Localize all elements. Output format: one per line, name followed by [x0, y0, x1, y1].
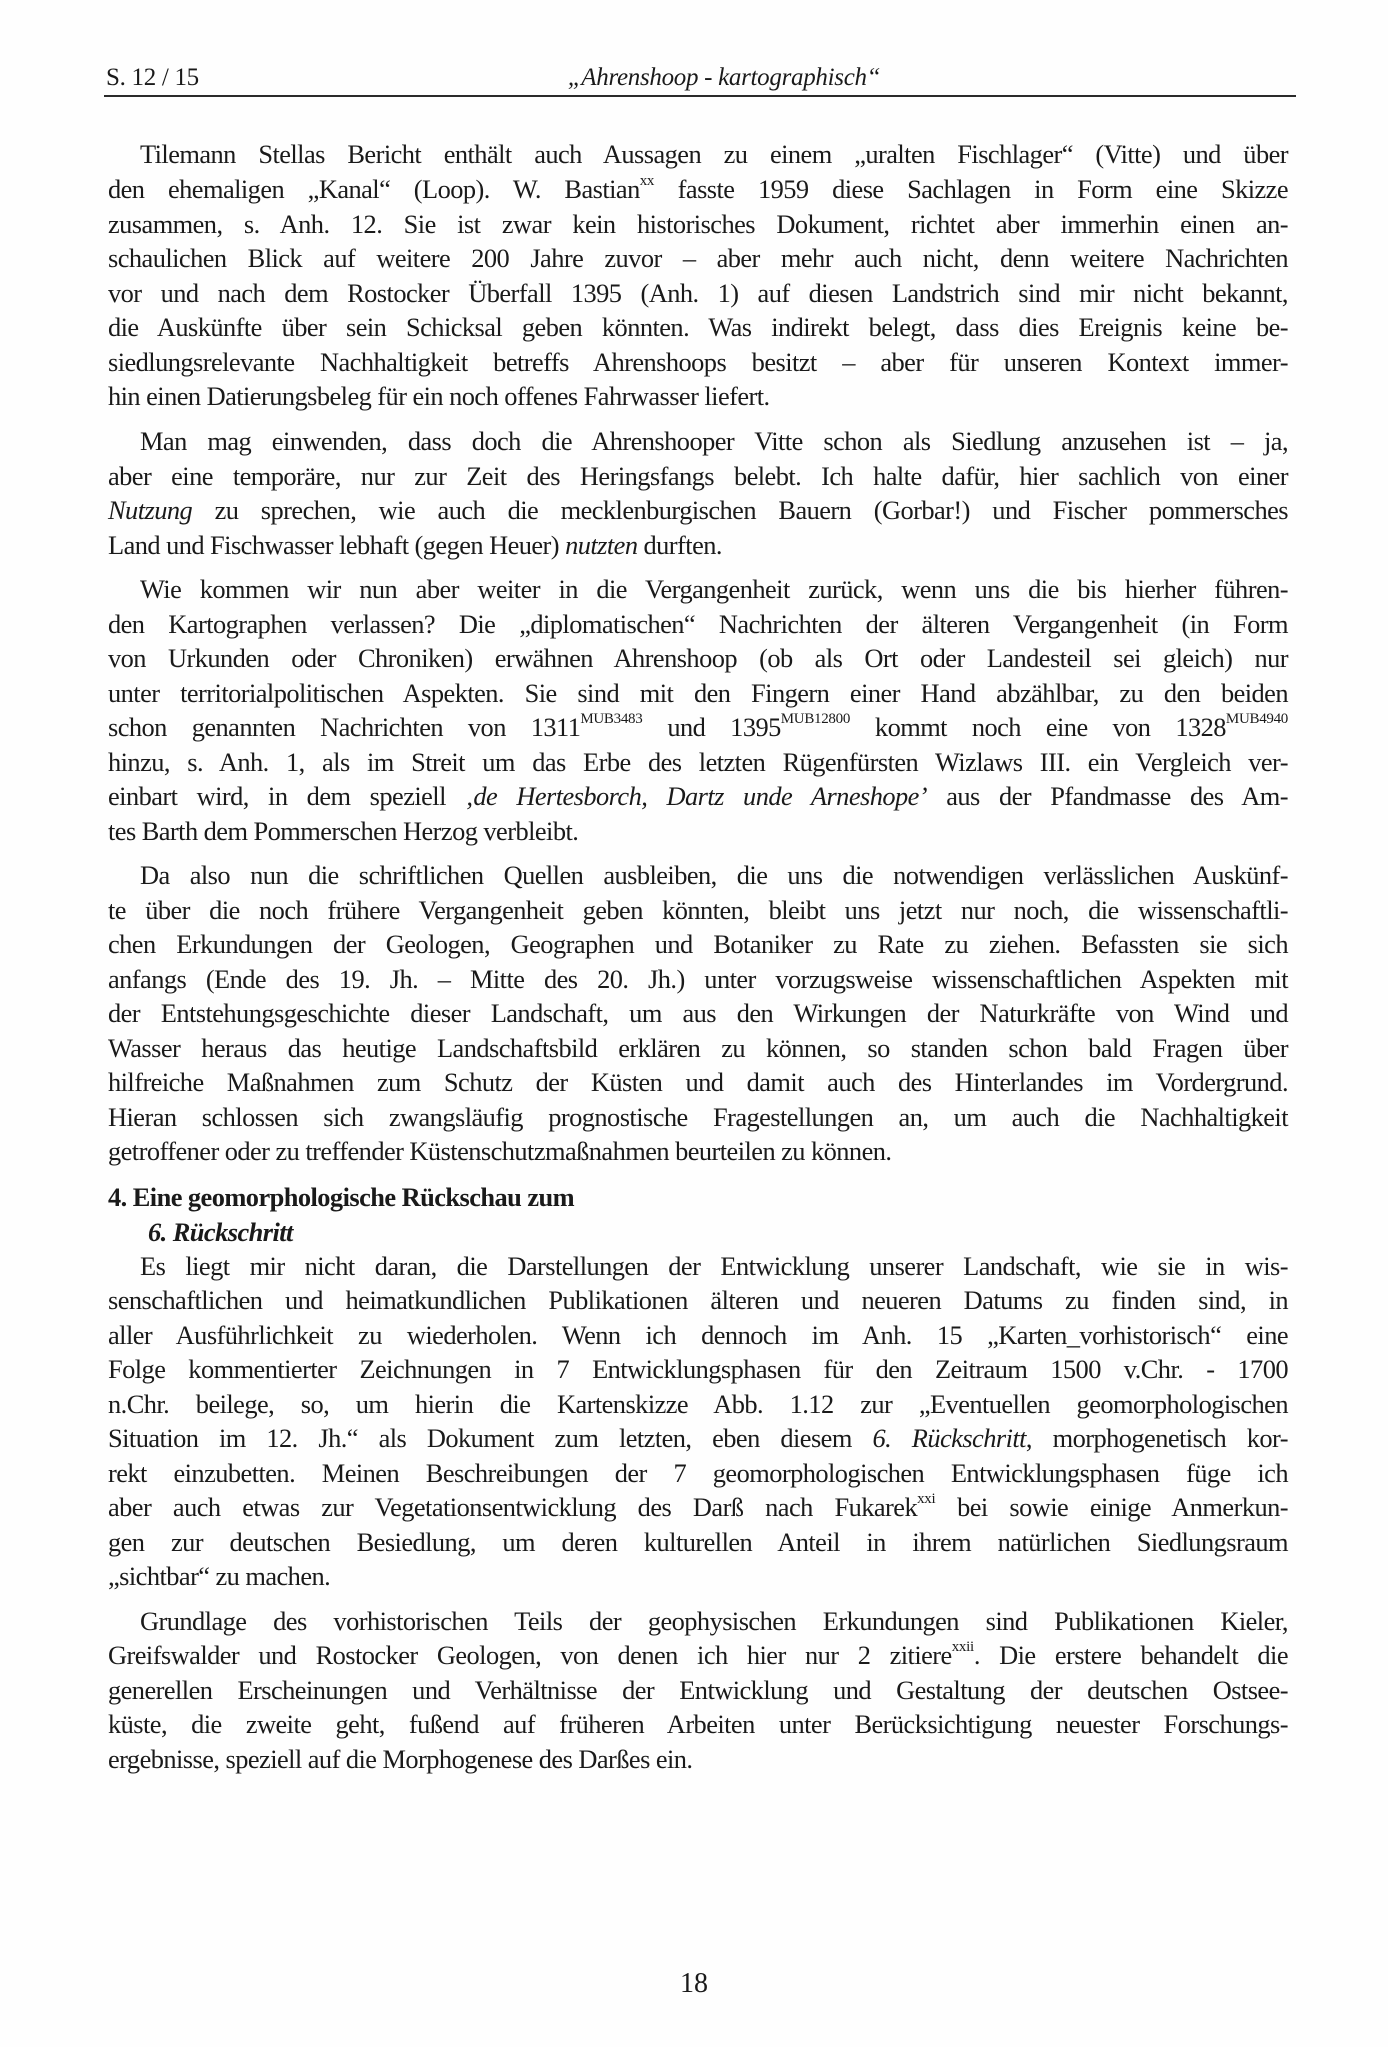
page-number: 18 — [680, 1968, 708, 1999]
text-run: zusammen, s. Anh. 12. Sie ist zwar kein historisches Dokument, richtet aber immerhin einen an- — [108, 209, 1288, 239]
text-line — [108, 928, 1288, 960]
text-line — [108, 711, 1288, 743]
text-run: aber eine temporäre, nur zur Zeit des Heringsfangs belebt. Ich halte dafür, hier sachlich von einer — [108, 461, 1288, 491]
text-line — [108, 1284, 1288, 1316]
italic-text: Nutzung — [108, 495, 193, 525]
italic-text: ‚de Hertesborch, Dartz unde Arneshope’ — [465, 781, 928, 811]
text-line — [108, 529, 1288, 561]
text-run: küste, die zweite geht, fußend auf früheren Arbeiten unter Berücksichtigung neuester Forschungs- — [108, 1709, 1288, 1739]
text-run: gen zur deutschen Besiedlung, um deren kulturellen Anteil in ihrem natürlichen Siedlungsraum — [108, 1527, 1288, 1557]
italic-text: nutzten — [565, 530, 638, 560]
text-run: Wie kommen wir nun aber weiter in die Vergangenheit zurück, wenn uns die bis hierher führen- — [140, 574, 1288, 604]
text-run: Tilemann Stellas Bericht enthält auch Aussagen zu einem „uralten Fischlager“ (Vitte) und über — [140, 139, 1288, 169]
text-line — [140, 859, 1288, 891]
text-run: tes Barth dem Pommerschen Herzog verbleibt. — [108, 816, 579, 846]
text-run: 4. Eine geomorphologische Rückschau zum — [108, 1182, 575, 1212]
text-line — [108, 311, 1288, 343]
text-line — [140, 138, 1288, 170]
italic-text: 6. Rückschritt — [872, 1423, 1026, 1453]
text-run: te über die noch frühere Vergangenheit geben könnten, bleibt uns jetzt nur noch, die wissenschaftli- — [108, 895, 1288, 925]
header-page-reference: S. 12 / 15 — [106, 64, 199, 91]
text-run: generellen Erscheinungen und Verhältnisse der Entwicklung und Gestaltung der deutschen Ostsee- — [108, 1675, 1288, 1705]
footnote-reference: xxi — [917, 1491, 936, 1507]
text-run: anfangs (Ende des 19. Jh. – Mitte des 20. Jh.) unter vorzugsweise wissenschaftlichen Aspekten mit — [108, 964, 1288, 994]
text-run: die Auskünfte über sein Schicksal geben könnten. Was indirekt belegt, dass dies Ereignis keine be- — [108, 312, 1288, 342]
footnote-reference: MUB3483 — [580, 711, 643, 727]
text-line — [108, 494, 1288, 526]
italic-text: 6. Rückschritt — [148, 1217, 293, 1247]
footnote-reference: xxii — [951, 1639, 974, 1655]
footnote-reference: MUB4940 — [1225, 711, 1288, 727]
text-run: Greifswalder und Rostocker Geologen, von denen ich hier nur 2 zitiere — [108, 1640, 952, 1670]
text-run: „sichtbar“ zu machen. — [108, 1561, 331, 1591]
text-line — [108, 208, 1288, 240]
text-run: Folge kommentierter Zeichnungen in 7 Entwicklungsphasen für den Zeitraum 1500 v.Chr. - 1700 — [108, 1354, 1288, 1384]
text-run: , morphogenetisch kor- — [1025, 1423, 1288, 1453]
text-run: bei sowie einige Anmerkun- — [935, 1492, 1288, 1522]
text-line — [108, 642, 1288, 674]
text-line — [108, 677, 1288, 709]
text-run: getroffener oder zu treffender Küstenschutzmaßnahmen beurteilen zu können. — [108, 1136, 892, 1166]
text-line — [108, 1066, 1288, 1098]
text-run: Man mag einwenden, dass doch die Ahrenshooper Vitte schon als Siedlung anzusehen ist – ja, — [140, 426, 1288, 456]
text-run: und 1395 — [642, 712, 781, 742]
text-run: Land und Fischwasser lebhaft (gegen Heuer) — [108, 530, 566, 560]
text-line — [108, 1032, 1288, 1064]
text-run: siedlungsrelevante Nachhaltigkeit betreffs Ahrenshoops besitzt – aber für unseren Kontext immer- — [108, 347, 1288, 377]
text-line — [108, 1560, 1288, 1592]
text-run: senschaftlichen und heimatkundlichen Publikationen älteren und neueren Datums zu finden sind, in — [108, 1285, 1288, 1315]
footnote-reference: xx — [639, 173, 655, 189]
text-run: Situation im 12. Jh.“ als Dokument zum letzten, eben diesem — [108, 1423, 873, 1453]
text-run: Hieran schlossen sich zwangsläufig prognostische Fragestellungen an, um auch die Nachhaltigkeit — [108, 1102, 1288, 1132]
text-run: aus der Pfandmasse des Am- — [927, 781, 1288, 811]
text-line — [108, 242, 1288, 274]
text-line — [108, 1181, 1288, 1213]
text-line — [108, 1388, 1288, 1420]
text-run: chen Erkundungen der Geologen, Geographen und Botaniker zu Rate zu ziehen. Befassten sie sich — [108, 929, 1288, 959]
text-run: durften. — [637, 530, 722, 560]
text-run: aber auch etwas zur Vegetationsentwicklung des Darß nach Fukarek — [108, 1492, 918, 1522]
text-line — [108, 815, 1288, 847]
text-line — [108, 1319, 1288, 1351]
text-run: Grundlage des vorhistorischen Teils der geophysischen Erkundungen sind Publikationen Kieler, — [140, 1606, 1288, 1636]
text-line — [108, 1639, 1288, 1671]
text-line — [140, 573, 1288, 605]
text-line — [108, 346, 1288, 378]
text-line — [148, 1216, 1328, 1248]
text-line — [108, 963, 1288, 995]
text-run: hilfreiche Maßnahmen zum Schutz der Küsten und damit auch des Hinterlandes im Vordergrund. — [108, 1067, 1288, 1097]
text-run: kommt noch eine von 1328 — [850, 712, 1226, 742]
text-line — [108, 1708, 1288, 1740]
text-line — [108, 277, 1288, 309]
text-line — [108, 1674, 1288, 1706]
text-line — [108, 1743, 1288, 1775]
text-run: einbart wird, in dem speziell — [108, 781, 466, 811]
text-line — [108, 1457, 1288, 1489]
text-line — [140, 1605, 1288, 1637]
text-line — [108, 894, 1288, 926]
text-line — [108, 1422, 1288, 1454]
text-run: rekt einzubetten. Meinen Beschreibungen der 7 geomorphologischen Entwicklungsphasen füge ich — [108, 1458, 1288, 1488]
text-run: ergebnisse, speziell auf die Morphogenese des Darßes ein. — [108, 1744, 693, 1774]
text-run: von Urkunden oder Chroniken) erwähnen Ahrenshoop (ob als Ort oder Landesteil sei gleich) nur — [108, 643, 1288, 673]
text-run: n.Chr. beilege, so, um hierin die Kartenskizze Abb. 1.12 zur „Eventuellen geomorphologischen — [108, 1389, 1288, 1419]
text-line — [108, 997, 1288, 1029]
text-run: . Die erstere behandelt die — [973, 1640, 1288, 1670]
text-run: vor und nach dem Rostocker Überfall 1395 (Anh. 1) auf diesen Landstrich sind mir nicht bekannt, — [108, 278, 1288, 308]
text-line — [108, 746, 1288, 778]
text-run: der Entstehungsgeschichte dieser Landschaft, um aus den Wirkungen der Naturkräfte von Wind und — [108, 998, 1288, 1028]
text-line — [108, 780, 1288, 812]
text-run: unter territorialpolitischen Aspekten. Sie sind mit den Fingern einer Hand abzählbar, zu den beiden — [108, 678, 1288, 708]
text-line — [108, 1491, 1288, 1523]
footnote-reference: MUB12800 — [780, 711, 851, 727]
text-line — [108, 173, 1288, 205]
header-title: „Ahrenshoop - kartographisch“ — [567, 64, 881, 91]
text-run: fasste 1959 diese Sachlagen in Form eine Skizze — [654, 174, 1288, 204]
text-line — [108, 1526, 1288, 1558]
header-rule — [104, 95, 1296, 97]
text-run: den ehemaligen „Kanal“ (Loop). W. Bastian — [108, 174, 640, 204]
text-run: Wasser heraus das heutige Landschaftsbild erklären zu können, so standen schon bald Fragen über — [108, 1033, 1288, 1063]
text-line — [108, 1353, 1288, 1385]
text-line — [108, 460, 1288, 492]
text-run: zu sprechen, wie auch die mecklenburgischen Bauern (Gorbar!) und Fischer pommersches — [192, 495, 1288, 525]
text-run: hin einen Datierungsbeleg für ein noch offenes Fahrwasser liefert. — [108, 381, 770, 411]
text-line — [108, 608, 1288, 640]
text-line — [108, 380, 1288, 412]
text-run: den Kartographen verlassen? Die „diplomatischen“ Nachrichten der älteren Vergangenheit (in Form — [108, 609, 1288, 639]
text-run: schon genannten Nachrichten von 1311 — [108, 712, 581, 742]
text-run: schaulichen Blick auf weitere 200 Jahre zuvor – aber mehr auch nicht, denn weitere Nachrichten — [108, 243, 1288, 273]
text-line — [140, 425, 1288, 457]
text-line — [140, 1250, 1288, 1282]
text-run: Da also nun die schriftlichen Quellen ausbleiben, die uns die notwendigen verlässlichen Auskünf- — [140, 860, 1288, 890]
text-line — [108, 1135, 1288, 1167]
text-run: Es liegt mir nicht daran, die Darstellungen der Entwicklung unserer Landschaft, wie sie in wis- — [140, 1251, 1288, 1281]
text-line — [108, 1101, 1288, 1133]
text-run: hinzu, s. Anh. 1, als im Streit um das Erbe des letzten Rügenfürsten Wizlaws III. ein Vergleich ver- — [108, 747, 1288, 777]
text-run: aller Ausführlichkeit zu wiederholen. Wenn ich dennoch im Anh. 15 „Karten_vorhistorisch“ eine — [108, 1320, 1288, 1350]
